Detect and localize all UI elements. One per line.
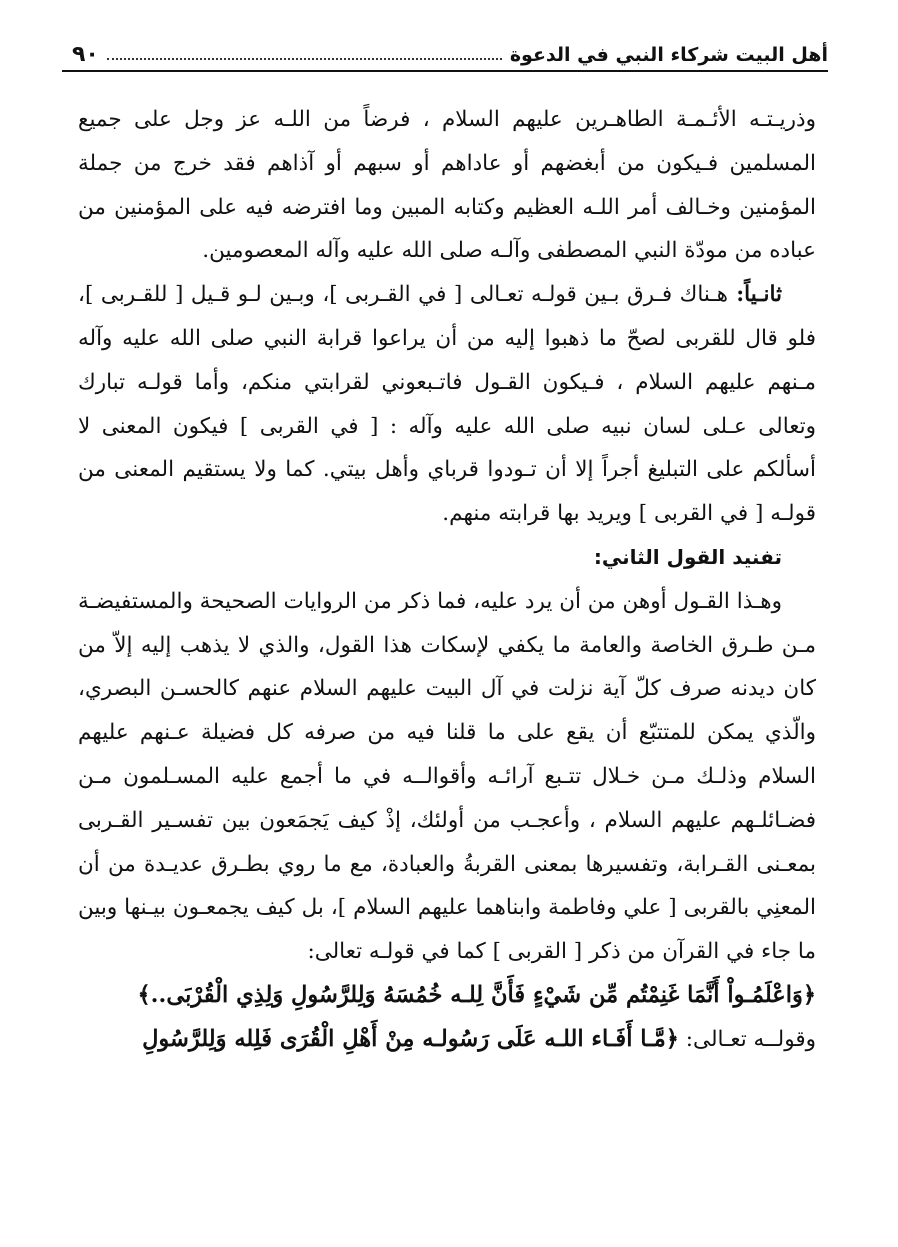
quranic-verse-1: ﴿وَاعْلَمُـواْ أَنَّمَا غَنِمْتُم مِّن شَيْءٍ فَأَنَّ لِلـه خُمُسَهُ وَلِلرَّسُولِ وَلِذِي الْقُرْبَى..﴾ xyxy=(137,981,816,1008)
running-title: أهل البيت شركاء النبي في الدعوة xyxy=(509,44,828,66)
header-dotted-leader xyxy=(107,58,502,60)
paragraph-4-lead: وقولــه تعـالى: xyxy=(678,1026,816,1052)
paragraph-4 xyxy=(78,1018,816,1062)
paragraph-2-text: هـناك فـرق بـين قولـه تعـالى [ في القـربى ]، وبـين لـو قـيل [ للقـربى ]، فلو قال للقربى لصحّ ما ذهبوا إليه من أن يراعوا قرابة النبي صلى الله عليه وآله مـنهم عليهم السلام ، فـيكون القـول فاتـبعوني لقرابتي منكم، وأما قولـه تبارك وتعالى عـلى لسان نبيه صلى الله عليه وآله : [ في القربى ] فيكون المعنى لا أسألكم على التبليغ أجراً إلا أن تـودوا قرباي وأهل بيتي. كما ولا يستقيم المعنى من قولـه [ في القربى ] ويريد بها قرابته منهم. xyxy=(78,282,816,527)
paragraph-1: وذريـتـه الأئـمـة الطاهـرين عليهم السلام ، فرضاً من اللـه عز وجل على جميع المسلمين فـيكون من أبغضهم أو عاداهم أو سبهم أو آذاهم فقد خرج من جملة المؤمنين وخـالف أمر اللـه العظيم وكتابه المبين وما افترضه فيه على المؤمنين من عباده من مودّة النبي المصطفى وآلـه صلى الله عليه وآله المعصومين. xyxy=(78,107,816,264)
paragraph-3: وهـذا القـول أوهن من أن يرد عليه، فما ذكر من الروايات الصحيحة والمستفيضـة مـن طـرق الخاصة والعامة ما يكفي لإسكات هذا القول، والذي لا يذهب إليه إلاّ من كان ديدنه صرف كلّ آية نزلت في آل البيت عليهم السلام عنهم كالحسـن البصري، والّذي يمكن للمتتبّع أن يقع على ما قلنا فيه من صرفه كل فضيلة عـنهم عليهم السلام وذلـك مـن خـلال تتـبع آرائـه وأقوالــه في ما أجمع عليه المسـلمون مـن فضـائلـهم عليهم السلام ، وأعجـب من أولئك، إذْ كيف يَجمَعون بين تفسـير القـربى بمعـنى القـرابة، وتفسيرها بمعنى القربةُ والعبادة، مع ما روي بطـرق عديـدة من أن المعنِي بالقربى [ علي وفاطمة وابناهما عليهم السلام ]، بل كيف يجمعـون بيـنها وبين ما جاء في القرآن من ذكر [ القربى ] كما في قولـه تعالى: xyxy=(78,588,816,965)
page-number: ٩٠ xyxy=(72,42,99,67)
section-heading: تفنيد القول الثاني: xyxy=(593,544,782,569)
body-text xyxy=(78,98,816,1062)
header-rule xyxy=(62,70,828,72)
quranic-verse-2: ﴿مَّـا أَفَـاء اللـه عَلَى رَسُولـه مِنْ أَهْلِ الْقُرَى فَلِله وَلِلرَّسُولِ xyxy=(142,1025,679,1052)
paragraph-2-lead: ثانـياً: xyxy=(728,282,783,308)
page-header xyxy=(62,24,828,70)
paragraph-2 xyxy=(78,273,816,536)
